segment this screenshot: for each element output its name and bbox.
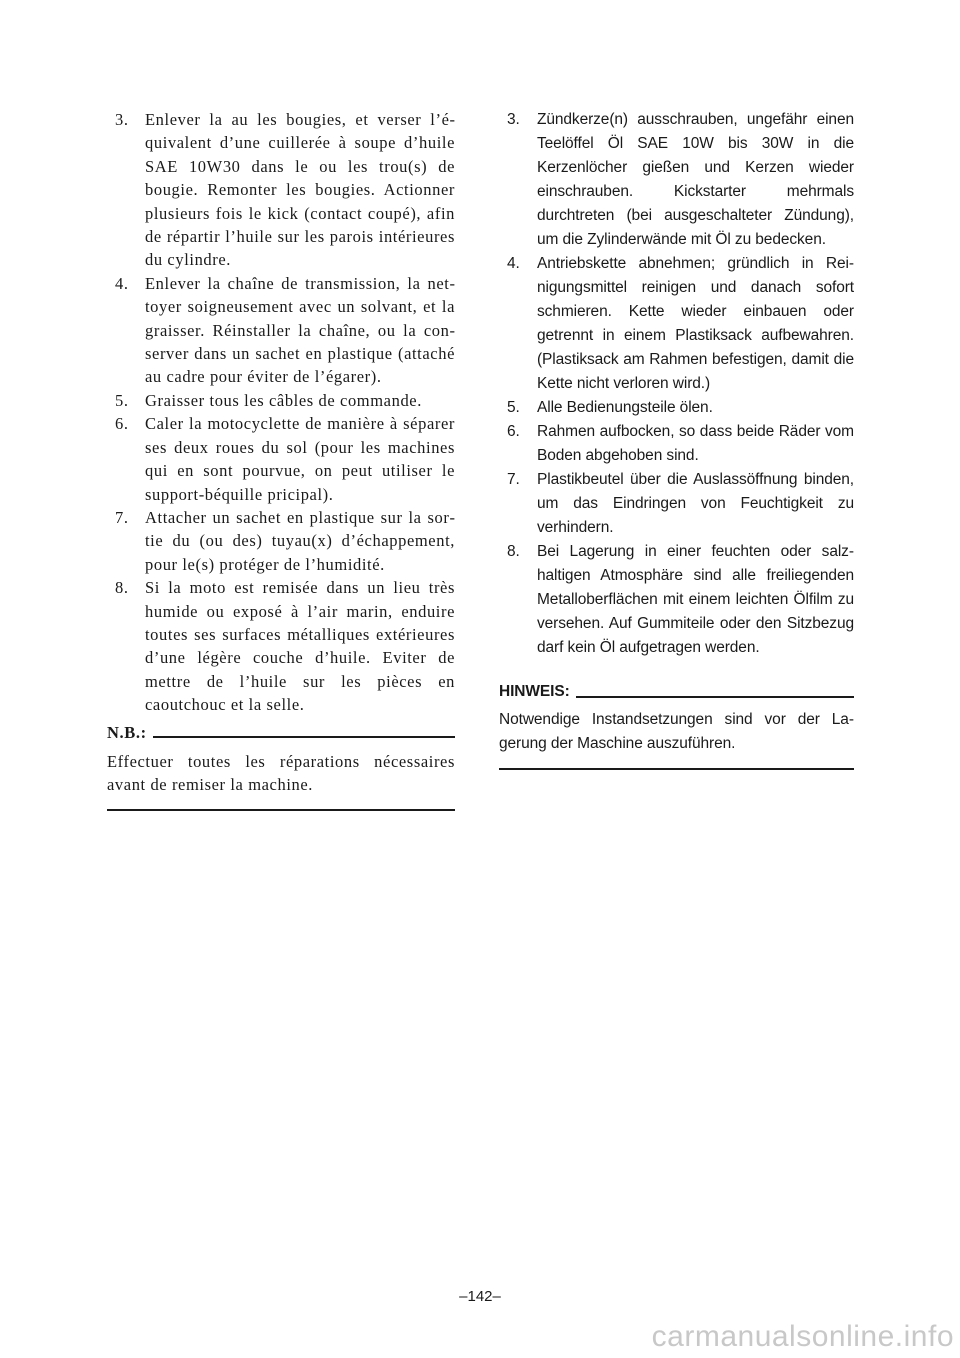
list-item: [499, 420, 854, 468]
item-number: 3.: [115, 110, 129, 129]
item-number: 5.: [507, 399, 520, 416]
item-text: Plastikbeutel über die Auslassöffnung binden, um das Eindringen von Feuchtigkeit zu verhindern.: [537, 471, 854, 536]
list-item: [107, 272, 455, 389]
item-text: Zündkerze(n) ausschrauben, ungefähr einen Teelöffel Öl SAE 10W bis 30W in die Kerzenlöcher gießen und Kerzen wieder einschrauben. Kickstarter mehrmals durchtreten (bei ausgeschalteter Zündung), um die Zylinderwände mit Öl zu bedecken.: [537, 111, 854, 248]
list-item: [499, 468, 854, 540]
item-text: Attacher un sachet en plastique sur la sortie du (ou des) tuyau(x) d’échappement, pour le(s) protéger de l’humidité.: [145, 507, 455, 574]
note-label: N.B.:: [107, 722, 147, 742]
item-number: 4.: [115, 273, 129, 293]
item-text: Bei Lagerung in einer feuchten oder salzhaltigen Atmosphäre sind alle freiliegenden Metalloberflächen mit einem leichten Ölfilm zu versehen. Auf Gummiteile oder den Sitzbezug darf kein Öl aufgetragen werden.: [537, 543, 854, 656]
page-number: –142–: [459, 1288, 501, 1305]
item-text: Graisser tous les câbles de commande.: [145, 390, 422, 410]
list-item: [499, 396, 854, 420]
french-note-text: Effectuer toutes les réparations nécessaires avant de remiser la machine.: [107, 751, 455, 795]
german-instruction-list: [499, 108, 854, 660]
french-instruction-list: [107, 108, 455, 717]
list-item: [499, 252, 854, 396]
note-rule: [153, 736, 455, 738]
item-text: Si la moto est remisée dans un lieu très humide ou exposé à l’air marin, enduire toutes ses surfaces métalliques extérieures d’une légère couche d’huile. Eviter de mettre de l’huile sur les pièces en caoutchouc et la selle.: [145, 578, 455, 715]
note-rule: [576, 696, 854, 698]
item-text: Enlever la au les bougies, et verser l’équivalent d’une cuillerée à soupe d’huile SAE 10W30 dans le ou les trou(s) de bougie. Remonter les bougies. Actionner plusieurs fois le kick (contact coupé), afin de répartir l’huile sur les parois intérieures du cylindre.: [145, 110, 455, 270]
item-number: 8.: [115, 578, 129, 598]
german-note-header: [499, 680, 854, 704]
list-item: [107, 108, 455, 272]
german-column: [499, 108, 854, 770]
note-end-rule: [499, 768, 854, 770]
list-item: [499, 108, 854, 252]
item-number: 4.: [507, 255, 520, 272]
item-number: 7.: [115, 507, 129, 527]
note-label: HINWEIS:: [499, 683, 570, 700]
item-number: 8.: [507, 543, 520, 560]
list-item: [107, 506, 455, 576]
note-end-rule: [107, 809, 455, 811]
item-text: Alle Bedienungsteile ölen.: [537, 399, 713, 416]
item-text: Antriebskette abnehmen; gründlich in Reinigungsmittel reinigen und danach sofort schmieren. Kette wieder einbauen oder getrennt in einem Plastiksack aufbewahren. (Plastiksack am Rahmen befestigen, damit die Kette nicht verloren wird.): [537, 255, 854, 392]
list-item: [107, 389, 455, 412]
item-number: 6.: [115, 414, 129, 434]
item-text: Rahmen aufbocken, so dass beide Räder vom Boden abgehoben sind.: [537, 423, 854, 464]
list-item: [107, 412, 455, 506]
list-item: [499, 540, 854, 660]
watermark: carmanualsonline.info: [651, 1320, 954, 1353]
item-text: Enlever la chaîne de transmission, la nettoyer soigneusement avec un solvant, et la graisser. Réinstaller la chaîne, ou la conserver dans un sachet en plastique (attaché au cadre pour éviter de l’égarer).: [145, 273, 455, 387]
german-note-text: Notwendige Instandsetzungen sind vor der Lagerung der Maschine auszuführen.: [499, 711, 854, 752]
item-number: 7.: [507, 471, 520, 488]
item-number: 5.: [115, 390, 129, 410]
item-text: Caler la motocyclette de manière à séparer ses deux roues du sol (pour les machines qui en sont pourvue, on peut utiliser le support-béquille pricipal).: [145, 414, 455, 504]
french-note-header: [107, 721, 455, 744]
french-column: [107, 108, 455, 811]
item-number: 3.: [507, 111, 520, 128]
list-item: [107, 576, 455, 716]
item-number: 6.: [507, 423, 520, 440]
